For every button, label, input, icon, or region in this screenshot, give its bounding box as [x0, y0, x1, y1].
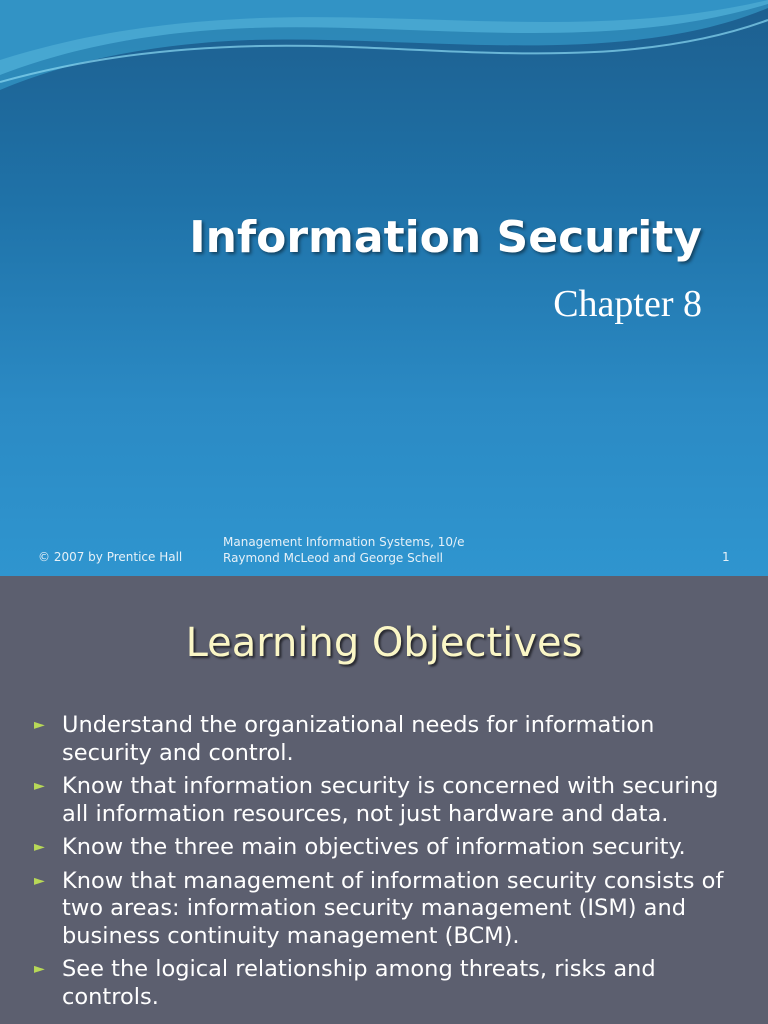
wave-decoration [0, 0, 768, 110]
list-item [34, 834, 734, 862]
footer-book-authors: Raymond McLeod and George Schell [223, 551, 444, 565]
slide-title-heading: Information Security [189, 212, 702, 263]
objective-text: Understand the organizational needs for information security and control. [62, 712, 655, 766]
triangle-bullet-icon: ► [34, 872, 45, 889]
triangle-bullet-icon: ► [34, 778, 45, 794]
footer-book-info [223, 534, 464, 566]
triangle-bullet-icon: ► [34, 961, 45, 977]
objective-text: Know that management of information security consists of two areas: information security management (ISM) and business continuity management (BCM). [62, 867, 724, 949]
objective-text: Know that information security is concerned with securing all information resources, not just hardware and data. [62, 773, 719, 827]
list-item [34, 868, 734, 951]
slide-subtitle: Chapter 8 [553, 283, 702, 325]
footer-page-number: 1 [722, 550, 730, 564]
list-item [34, 773, 734, 828]
triangle-bullet-icon: ► [34, 717, 45, 733]
objective-text: See the logical relationship among threats, risks and controls. [62, 956, 656, 1010]
list-item [34, 956, 734, 1011]
list-item [34, 712, 734, 767]
triangle-bullet-icon: ► [34, 839, 45, 855]
footer-copyright: © 2007 by Prentice Hall [38, 550, 183, 564]
objective-text: Know the three main objectives of information security. [62, 834, 686, 860]
slide-learning-objectives [0, 576, 768, 1024]
slide-heading: Learning Objectives [185, 620, 583, 666]
footer-book-title: Management Information Systems, 10/e [223, 535, 465, 549]
objectives-list [34, 712, 734, 1017]
